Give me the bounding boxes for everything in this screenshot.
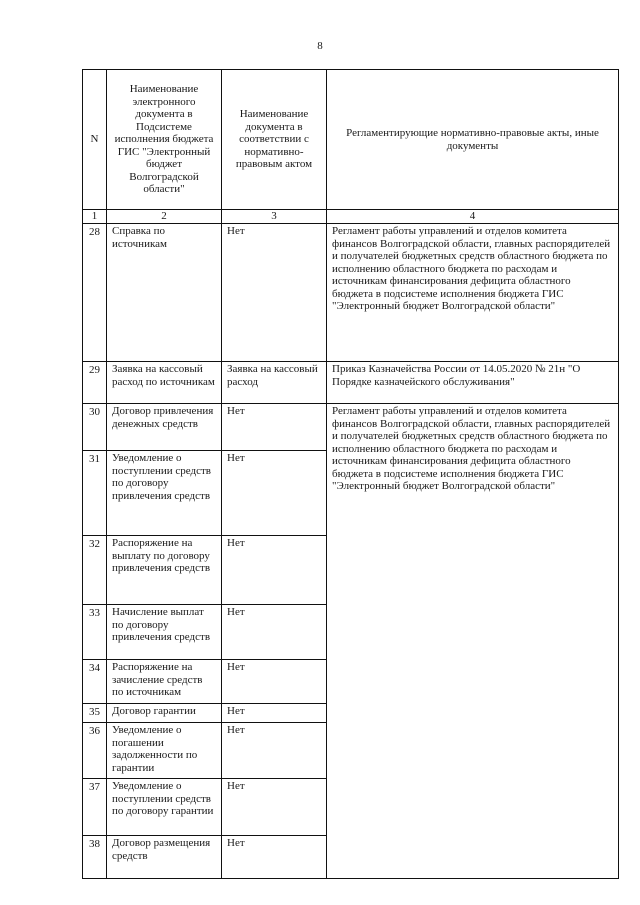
row-number: 37: [83, 779, 107, 836]
document-by-act: Нет: [222, 605, 327, 660]
document-by-act: Нет: [222, 779, 327, 836]
document-by-act: Нет: [222, 536, 327, 605]
document-by-act: Нет: [222, 660, 327, 704]
document-name: Начисление выплат по договору привлечения средств: [107, 605, 222, 660]
row-number: 38: [83, 836, 107, 879]
document-name: Договор размещения средств: [107, 836, 222, 879]
row-number: 30: [83, 404, 107, 451]
row-number: 33: [83, 605, 107, 660]
table-row: [83, 404, 619, 451]
document-by-act: Нет: [222, 704, 327, 723]
regulatory-act: Регламент работы управлений и отделов комитета финансов Волгоградской области, главных распорядителей и получателей бюджетных средств областного бюджета по исполнению областного бюджета по расходам и источникам финансирования дефицита областного бюджета в подсистеме исполнения бюджета ГИС "Электронный бюджет Волгоградской области": [327, 224, 619, 362]
document-by-act: Нет: [222, 723, 327, 779]
row-number: 35: [83, 704, 107, 723]
column-number: 1: [83, 210, 107, 224]
column-number: 4: [327, 210, 619, 224]
row-number: 34: [83, 660, 107, 704]
document-name: Уведомление о погашении задолженности по гарантии: [107, 723, 222, 779]
document-name: Распоряжение на зачисление средств по источникам: [107, 660, 222, 704]
column-number: 2: [107, 210, 222, 224]
document-by-act: Нет: [222, 836, 327, 879]
column-number-row: [83, 210, 619, 224]
document-name: Уведомление о поступлении средств по договору гарантии: [107, 779, 222, 836]
page-number: 8: [317, 40, 323, 52]
documents-table: [82, 69, 619, 879]
row-number: 28: [83, 224, 107, 362]
document-name: Справка по источникам: [107, 224, 222, 362]
document-by-act: Нет: [222, 224, 327, 362]
header-document-by-act: Наименование документа в соответствии с нормативно-правовым актом: [222, 70, 327, 210]
header-row: [83, 70, 619, 210]
header-document-name: Наименование электронного документа в Подсистеме исполнения бюджета ГИС "Электронный бюджет Волгоградской области": [107, 70, 222, 210]
table-row: [83, 224, 619, 362]
row-number: 36: [83, 723, 107, 779]
column-number: 3: [222, 210, 327, 224]
row-number: 32: [83, 536, 107, 605]
document-name: Заявка на кассовый расход по источникам: [107, 362, 222, 404]
document-name: Уведомление о поступлении средств по договору привлечения средств: [107, 451, 222, 536]
document-name: Договор гарантии: [107, 704, 222, 723]
document-by-act: Нет: [222, 404, 327, 451]
document-name: Договор привлечения денежных средств: [107, 404, 222, 451]
row-number: 29: [83, 362, 107, 404]
document-by-act: Нет: [222, 451, 327, 536]
table-row: [83, 362, 619, 404]
row-number: 31: [83, 451, 107, 536]
regulatory-act: Регламент работы управлений и отделов комитета финансов Волгоградской области, главных распорядителей и получателей бюджетных средств областного бюджета по исполнению областного бюджета по расходам и источникам финансирования дефицита областного бюджета в подсистеме исполнения бюджета ГИС "Электронный бюджет Волгоградской области": [327, 404, 619, 879]
document-name: Распоряжение на выплату по договору привлечения средств: [107, 536, 222, 605]
regulatory-act: Приказ Казначейства России от 14.05.2020 № 21н "О Порядке казначейского обслуживания": [327, 362, 619, 404]
document-by-act: Заявка на кассовый расход: [222, 362, 327, 404]
header-regulatory-acts: Регламентирующие нормативно-правовые акты, иные документы: [327, 70, 619, 210]
header-n: N: [83, 70, 107, 210]
